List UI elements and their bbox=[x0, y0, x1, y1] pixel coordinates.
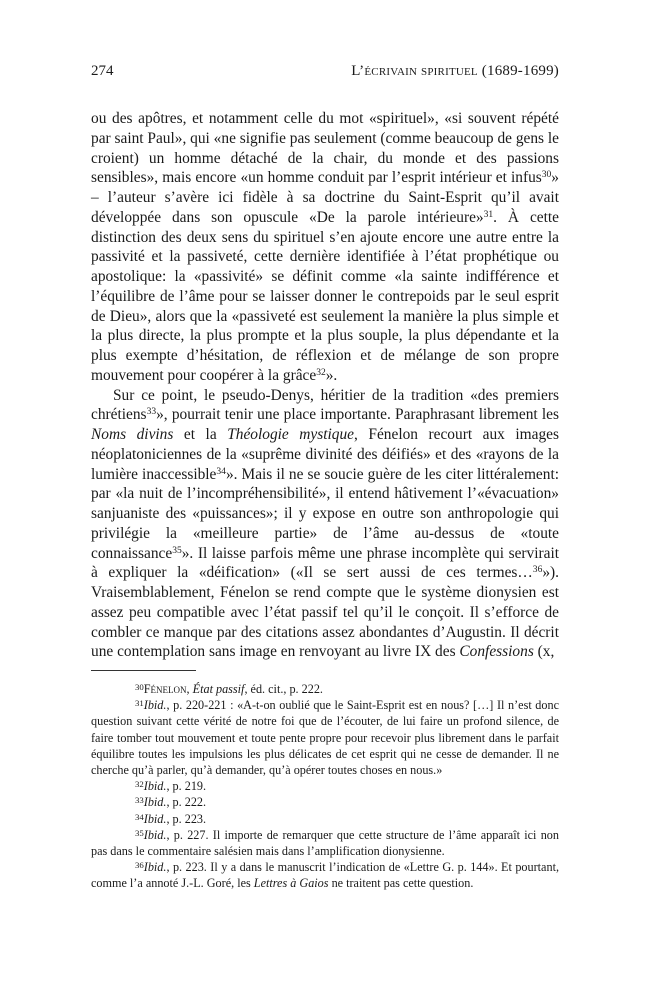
footnote-ref-36[interactable]: 36 bbox=[532, 564, 543, 575]
footnote-ref-34[interactable]: 34 bbox=[216, 465, 226, 477]
footnote-ref-31[interactable]: 31 bbox=[483, 208, 494, 220]
footnote-ref-33[interactable]: 33 bbox=[146, 406, 157, 417]
footnote-author: Fénelon bbox=[143, 682, 187, 696]
footnote-31: 31Ibid., p. 220-221 : «A-t-on oublié que le Saint-Esprit est en nous? […] Il n’est donc question suivant cette vérité de notre foi que de l’écouter, de lui faire un profond silence, de faire tomber tout mouvement et toute pente propre pour recevoir plus librement dans le parfait équilibre toutes les impulsions les plus délicates de cet esprit qui ne cesse de demander. Il ne cherche qu’à parler, qu’à demander, qu’à opérer toutes choses en nous.» bbox=[91, 698, 559, 778]
footnote-ref-32[interactable]: 32 bbox=[316, 366, 326, 378]
footnotes bbox=[91, 681, 559, 892]
paragraph-2: Sur ce point, le pseudo-Denys, héritier de la tradition «des premiers chrétiens$^{33}$», pourrait tenir une place importante. Paraphrasant librement les Noms divins et la Théologie mystique, Fénelon recourt aux images néoplatoniciennes de la «suprême divinité des déifiés» et des «rayons de la lumière inaccessible$^{34}$». Mais il ne se soucie guère de les citer littéralement: par «la nuit de l’incompréhensibilité», il entend hâtivement l’«évacuation» sanjuaniste des «puissances»; il y expose en outre son anthropologie qui privilégie la «meilleure partie» de l’âme au-dessus de «toute connaissance$^{35}$». Il laisse parfois même une phrase incomplète qui servirait à expliquer la «déification» («Il se sert aussi de ces termes…$^{36}$»). Vraisemblablement, Fénelon se rend compte que le système dionysien est assez peu compatible avec l’état passif tel qu’il le conçoit. Il s’efforce de combler ce manque par des citations assez abondantes d’Augustin. Il décrit une contemplation sans image en renvoyant au livre IX des Confessions (x, bbox=[91, 386, 559, 661]
footnote-33: 33Ibid., p. 222. bbox=[135, 795, 207, 810]
footnote-32: 32Ibid., p. 219. bbox=[135, 779, 207, 794]
book-title-confessions: Confessions bbox=[459, 643, 534, 661]
running-title: L’écrivain spirituel (1689-1699) bbox=[351, 63, 559, 79]
footnote-ref-30[interactable]: 30 bbox=[541, 169, 552, 180]
footnote-36: 36Ibid., p. 223. Il y a dans le manuscrit l’indication de «Lettre G. p. 144». Et pourtant, comme l’a annoté J.-L. Goré, les Lettres à Gaios ne traitent pas cette question. bbox=[91, 860, 559, 891]
page-number: 274 bbox=[91, 63, 114, 79]
footnote-ref-35[interactable]: 35 bbox=[172, 544, 182, 556]
footnote-separator bbox=[91, 670, 196, 671]
footnote-35: 35Ibid., p. 227. Il importe de remarquer que cette structure de l’âme apparaît ici non pas dans le commentaire salésien mais dans l’amplification dionysienne. bbox=[91, 827, 559, 859]
book-title-noms-divins: Noms divins bbox=[91, 426, 174, 443]
paragraph-1: ou des apôtres, et notamment celle du mot «spirituel», «si souvent répété par saint Paul», qui «ne signifie pas seulement (comme beaucoup de gens le croient) un homme détaché de la chair, du monde et des passions sensibles», mais encore «un homme conduit par l’esprit intérieur et infus$^{30}$» – l’auteur s’avère ici fidèle à sa doctrine du Saint-Esprit qu’il avait développée dans son opuscule «De la parole intérieure»$^{31}$. À cette distinction des deux sens du spirituel s’en ajoute encore une autre entre la passivité et la passiveté, cette dernière identifiée à l’état prophétique ou apostolique: la «passivité» se définit comme «la sainte indifférence et l’équilibre de l’âme pour se laisser donner le contrepoids par le seul esprit de Dieu», alors que la «passiveté est seulement la manière la plus simple et la plus directe, la plus prompte et la plus souple, la plus dépendante et la plus exempte d’hésitation, de réflexion et de mélange de son propre mouvement pour coopérer à la grâce$^{32}$». bbox=[91, 110, 560, 384]
footnote-34: 34Ibid., p. 223. bbox=[135, 811, 207, 826]
book-title-theologie-mystique: Théologie mystique bbox=[227, 426, 355, 443]
footnote-30: 30Fénelon, État passif, éd. cit., p. 222. bbox=[135, 681, 323, 696]
main-text bbox=[91, 109, 559, 662]
